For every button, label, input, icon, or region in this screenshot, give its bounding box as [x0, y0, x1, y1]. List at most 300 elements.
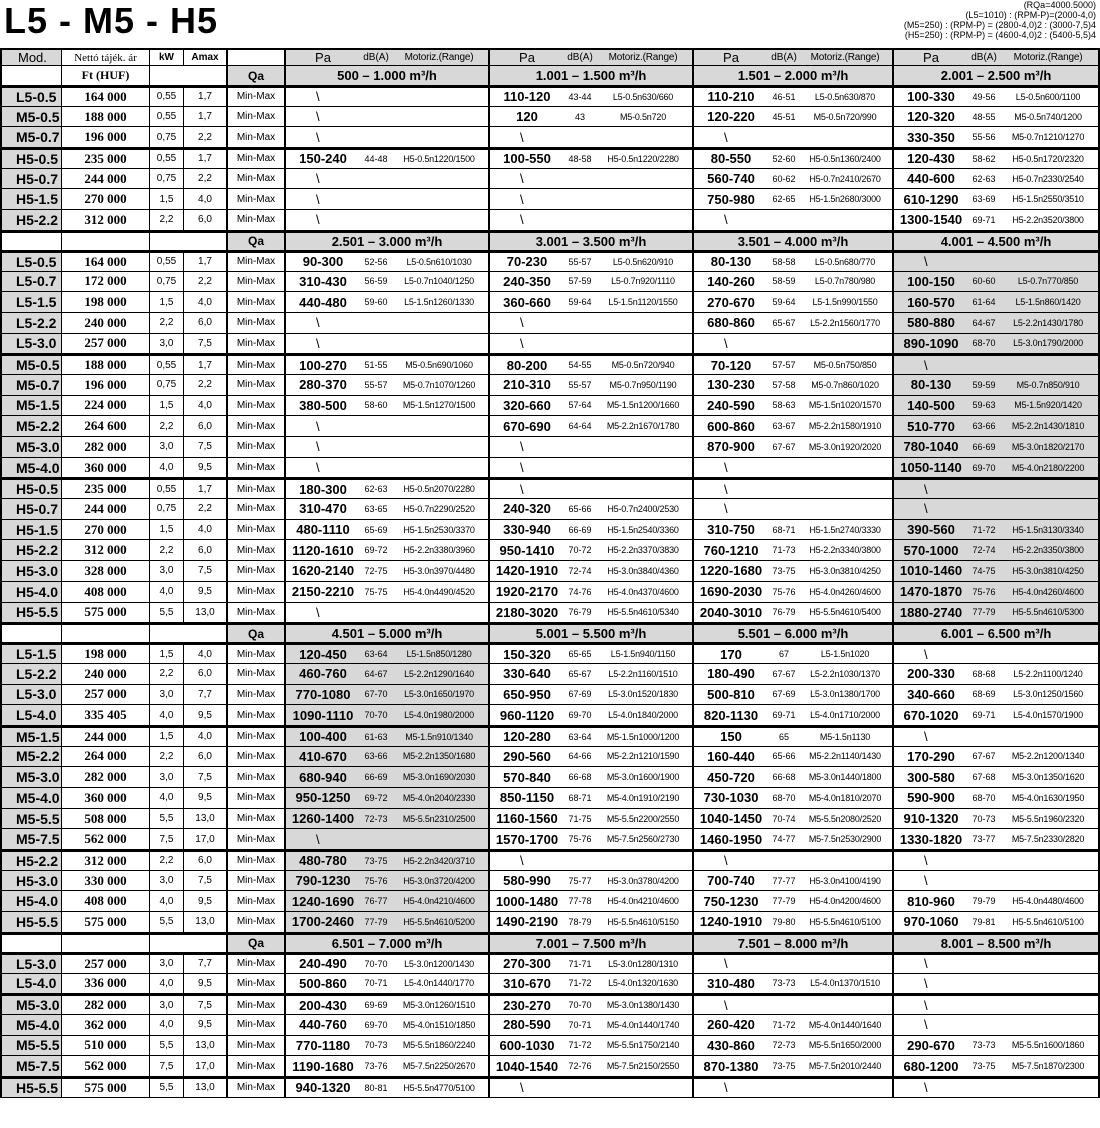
- not-available-mark: \: [724, 997, 728, 1013]
- model-name: M5-1.5: [0, 396, 62, 416]
- pressure-range: 1240-1690: [291, 893, 355, 909]
- table-body: [0, 66, 1100, 1098]
- perf-cell: [894, 728, 1100, 746]
- motor-range: H5-0.5n1220/2280: [607, 153, 679, 164]
- model-price: 198 000: [62, 292, 150, 312]
- perf-cell: [894, 1056, 1100, 1076]
- perf-cell: [286, 540, 490, 560]
- pressure-range: 570-1000: [903, 542, 959, 558]
- db-header: dB(A): [567, 52, 593, 63]
- flow-range-row: [0, 933, 1100, 953]
- noise-range: 71-75: [568, 813, 592, 824]
- pressure-range: 670-690: [503, 418, 551, 434]
- table-row: [0, 582, 1100, 603]
- perf-cell: [490, 1015, 694, 1035]
- model-price: 508 000: [62, 809, 150, 829]
- model-kw: 1,5: [150, 189, 184, 209]
- price-blank: [62, 233, 150, 250]
- motor-range: L5-4.0n1710/2000: [810, 710, 880, 721]
- pressure-range: 310-750: [707, 522, 755, 538]
- noise-range: 69-72: [364, 545, 388, 556]
- motor-range: L5-2.2n1430/1780: [1013, 317, 1083, 328]
- pressure-range: 790-1230: [295, 873, 351, 889]
- minmax-label: Min-Max: [228, 728, 286, 746]
- model-kw: 7,5: [150, 1056, 184, 1076]
- pressure-range: 1040-1540: [495, 1058, 559, 1074]
- minmax-label: Min-Max: [228, 891, 286, 911]
- not-available-mark: \: [924, 646, 928, 662]
- model-name: M5-1.5: [0, 728, 62, 746]
- model-kw: 2,2: [150, 313, 184, 333]
- perf-cell: [286, 334, 490, 354]
- noise-range: 70-70: [568, 1000, 592, 1011]
- perf-cell: [490, 210, 694, 230]
- motor-range: L5-4.0n1370/1510: [810, 978, 880, 989]
- perf-cell: [694, 974, 894, 994]
- table-row: [0, 396, 1100, 417]
- mod-header: Mod.: [0, 50, 62, 65]
- noise-range: 63-66: [364, 751, 388, 762]
- motor-range: M5-5.5n1860/2240: [402, 1040, 476, 1051]
- noise-range: 66-68: [568, 772, 592, 783]
- model-amax: 6,0: [184, 664, 228, 684]
- pressure-range: 910-1320: [903, 811, 959, 827]
- motor-range: H5-2.2n3520/3800: [1012, 214, 1084, 225]
- noise-range: 80-81: [364, 1082, 388, 1093]
- motor-range: M5-4.0n1510/1850: [402, 1019, 476, 1030]
- noise-range: 63-64: [364, 649, 388, 660]
- pressure-range: 150-320: [503, 646, 551, 662]
- price-blank: [62, 625, 150, 642]
- motor-range: H5-2.2n3340/3800: [809, 545, 881, 556]
- noise-range: 73-73: [972, 1040, 996, 1051]
- model-kw: 2,2: [150, 664, 184, 684]
- motor-range: M5-1.5n1020/1570: [808, 400, 882, 411]
- pressure-range: 2150-2210: [291, 584, 355, 600]
- perf-cell: [490, 891, 694, 911]
- noise-range: 77-79: [972, 607, 996, 618]
- model-price: 510 000: [62, 1036, 150, 1056]
- noise-range: 70-70: [364, 710, 388, 721]
- pressure-range: 210-310: [503, 377, 551, 393]
- model-kw: 0,55: [150, 88, 184, 106]
- table-row: [0, 1077, 1100, 1098]
- motor-range: H5-5.5n4610/5150: [607, 916, 679, 927]
- kw-blank: [150, 625, 184, 642]
- noise-range: 73-75: [972, 1061, 996, 1072]
- not-available-mark: \: [724, 460, 728, 476]
- table-row: [0, 540, 1100, 561]
- noise-range: 68-70: [972, 792, 996, 803]
- motor-range: H5-4.0n4260/4600: [809, 586, 881, 597]
- model-kw: 2,2: [150, 210, 184, 230]
- model-amax: 1,7: [184, 356, 228, 374]
- motor-range: M5-0.5n720: [619, 111, 667, 122]
- perf-cell: [286, 1056, 490, 1076]
- noise-range: 64-66: [568, 751, 592, 762]
- perf-cell: [694, 356, 894, 374]
- motor-range: H5-4.0n4370/4600: [607, 586, 679, 597]
- motor-range: H5-5.5n4770/5100: [403, 1082, 475, 1093]
- noise-range: 67-70: [364, 689, 388, 700]
- noise-range: 69-70: [364, 1019, 388, 1030]
- motor-range: H5-0.5n1360/2400: [809, 153, 881, 164]
- perf-cell: [694, 685, 894, 705]
- model-kw: 4,0: [150, 1015, 184, 1035]
- pressure-range: 310-480: [707, 975, 755, 991]
- model-name: L5-3.0: [0, 955, 62, 973]
- pressure-range: 480-780: [299, 853, 347, 869]
- currency-label: Ft (HUF): [62, 66, 150, 85]
- model-price: 264 000: [62, 747, 150, 767]
- noise-range: 58-58: [772, 256, 796, 267]
- pressure-range: 200-330: [907, 666, 955, 682]
- table-row: [0, 169, 1100, 190]
- perf-cell: [286, 582, 490, 602]
- motor-range: L5-0.7n770/850: [1017, 276, 1079, 287]
- model-price: 224 000: [62, 396, 150, 416]
- perf-cell: [490, 272, 694, 292]
- noise-range: 57-58: [772, 379, 796, 390]
- model-amax: 17,0: [184, 829, 228, 849]
- perf-cell: [286, 169, 490, 189]
- noise-range: 74-76: [568, 586, 592, 597]
- motor-range: L5-0.5n600/1100: [1015, 91, 1081, 102]
- perf-cell: [694, 189, 894, 209]
- motor-range: L5-1.5n850/1280: [406, 649, 472, 660]
- model-name: H5-4.0: [0, 891, 62, 911]
- noise-range: 77-77: [772, 875, 796, 886]
- pressure-range: 560-740: [707, 171, 755, 187]
- motor-range: H5-3.0n3720/4200: [403, 875, 475, 886]
- model-kw: 0,55: [150, 356, 184, 374]
- motor-range: H5-1.5n2550/3510: [1012, 194, 1084, 205]
- minmax-label: Min-Max: [228, 1079, 286, 1097]
- noise-range: 57-57: [772, 360, 796, 371]
- not-available-mark: \: [520, 1080, 524, 1096]
- flow-range: 500 – 1.000 m³/h: [286, 66, 490, 85]
- not-available-mark: \: [924, 853, 928, 869]
- model-amax: 1,7: [184, 107, 228, 127]
- perf-cell: [286, 499, 490, 519]
- model-price: 257 000: [62, 955, 150, 973]
- not-available-mark: \: [316, 89, 320, 105]
- model-name: H5-1.5: [0, 189, 62, 209]
- pressure-range: 1120-1610: [292, 542, 354, 558]
- model-kw: 4,0: [150, 458, 184, 478]
- noise-range: 69-71: [972, 710, 996, 721]
- perf-cell: [894, 480, 1100, 498]
- minmax-label: Min-Max: [228, 747, 286, 767]
- model-name: L5-1.5: [0, 645, 62, 663]
- pressure-range: 770-1080: [295, 686, 351, 702]
- perf-cell: [286, 561, 490, 581]
- perf-cell: [694, 809, 894, 829]
- noise-range: 59-64: [772, 297, 796, 308]
- flow-range: 5.501 – 6.000 m³/h: [694, 625, 894, 642]
- noise-range: 63-67: [772, 421, 796, 432]
- noise-range: 55-57: [568, 256, 592, 267]
- motor-range: L5-3.0n1250/1560: [1013, 689, 1083, 700]
- not-available-mark: \: [316, 831, 320, 847]
- pressure-range: 330-640: [503, 666, 551, 682]
- table-row: [0, 1056, 1100, 1077]
- pressure-range: 240-350: [503, 273, 551, 289]
- not-available-mark: \: [924, 1080, 928, 1096]
- perf-cell: [286, 313, 490, 333]
- model-kw: 0,55: [150, 253, 184, 271]
- motor-range: M5-1.5n920/1420: [1014, 400, 1082, 411]
- pressure-range: 820-1130: [703, 707, 759, 723]
- motor-range: M5-4.0n1630/1950: [1011, 792, 1085, 803]
- perf-cell: [286, 767, 490, 787]
- noise-range: 72-73: [772, 1040, 796, 1051]
- model-kw: 3,0: [150, 685, 184, 705]
- model-name: L5-3.0: [0, 334, 62, 354]
- model-price: 312 000: [62, 210, 150, 230]
- minmax-label: Min-Max: [228, 809, 286, 829]
- kw-blank: [150, 935, 184, 952]
- minmax-label: Min-Max: [228, 292, 286, 312]
- motor-range: M5-1.5n1270/1500: [402, 400, 476, 411]
- model-price: 408 000: [62, 582, 150, 602]
- flow-range: 3.501 – 4.000 m³/h: [694, 233, 894, 250]
- perf-cell: [286, 1079, 490, 1097]
- perf-cell: [894, 292, 1100, 312]
- pressure-range: 610-1290: [903, 191, 959, 207]
- page-title: L5 - M5 - H5: [4, 0, 219, 41]
- pressure-range: 1260-1400: [291, 811, 355, 827]
- model-price: 328 000: [62, 561, 150, 581]
- motor-range: M5-7.5n2330/2820: [1011, 834, 1085, 845]
- model-kw: 3,0: [150, 334, 184, 354]
- model-amax: 2,2: [184, 169, 228, 189]
- motor-range: M5-0.5n750/850: [813, 360, 877, 371]
- perf-cell: [286, 747, 490, 767]
- model-price: 188 000: [62, 107, 150, 127]
- flow-range-row: [0, 66, 1100, 86]
- model-price: 264 600: [62, 416, 150, 436]
- model-kw: 4,0: [150, 891, 184, 911]
- model-price: 282 000: [62, 996, 150, 1014]
- noise-range: 76-79: [568, 607, 592, 618]
- noise-range: 71-72: [972, 524, 996, 535]
- motor-range: M5-3.0n1440/1800: [808, 772, 882, 783]
- perf-cell: [490, 292, 694, 312]
- noise-range: 72-74: [972, 545, 996, 556]
- perf-cell: [490, 974, 694, 994]
- perf-cell: [490, 1079, 694, 1097]
- not-available-mark: \: [520, 460, 524, 476]
- pressure-range: 440-760: [299, 1017, 347, 1033]
- perf-cell: [894, 996, 1100, 1014]
- motor-range: L5-0.5n620/910: [612, 256, 674, 267]
- perf-cell: [694, 871, 894, 891]
- amax-blank: [184, 935, 228, 952]
- motor-range: L5-2.2n1030/1370: [810, 668, 880, 679]
- perf-cell: [286, 809, 490, 829]
- model-amax: 7,5: [184, 437, 228, 457]
- mod-blank: [0, 935, 62, 952]
- motor-range: H5-0.7n2290/2520: [403, 503, 475, 514]
- noise-range: 67-69: [772, 689, 796, 700]
- not-available-mark: \: [924, 873, 928, 889]
- minmax-label: Min-Max: [228, 1036, 286, 1056]
- pressure-range: 170-290: [907, 748, 955, 764]
- perf-cell: [894, 396, 1100, 416]
- pressure-range: 120-280: [503, 729, 551, 745]
- motor-range: H5-4.0n4480/4600: [1012, 896, 1084, 907]
- motor-range: H5-3.0n3840/4360: [607, 565, 679, 576]
- model-name: M5-3.0: [0, 767, 62, 787]
- model-kw: 1,5: [150, 728, 184, 746]
- model-name: L5-0.7: [0, 272, 62, 292]
- pressure-range: 1700-2460: [291, 914, 355, 930]
- motor-range: H5-1.5n2530/3370: [403, 524, 475, 535]
- perf-cell: [694, 313, 894, 333]
- perf-cell: [694, 1079, 894, 1097]
- not-available-mark: \: [924, 1017, 928, 1033]
- pressure-range: 280-370: [299, 377, 347, 393]
- minmax-label: Min-Max: [228, 645, 286, 663]
- model-kw: 5,5: [150, 1079, 184, 1097]
- noise-range: 71-71: [568, 958, 592, 969]
- noise-range: 70-73: [972, 813, 996, 824]
- not-available-mark: \: [316, 315, 320, 331]
- model-price: 196 000: [62, 375, 150, 395]
- motor-range: L5-1.5n1020: [820, 649, 870, 660]
- minmax-label: Min-Max: [228, 603, 286, 623]
- model-amax: 1,7: [184, 480, 228, 498]
- table-row: [0, 86, 1100, 107]
- model-name: M5-0.7: [0, 127, 62, 147]
- perf-cell: [490, 645, 694, 663]
- table-row: [0, 107, 1100, 128]
- model-price: 240 000: [62, 313, 150, 333]
- model-name: M5-7.5: [0, 1056, 62, 1076]
- model-amax: 1,7: [184, 88, 228, 106]
- noise-range: 79-81: [972, 916, 996, 927]
- motor-header: Motoriz.(Range): [404, 52, 474, 63]
- perf-cell: [894, 788, 1100, 808]
- table-row: [0, 726, 1100, 747]
- motor-range: L5-3.0n1790/2000: [1013, 338, 1083, 349]
- perf-cell: [490, 829, 694, 849]
- motor-range: M5-0.7n1210/1270: [1011, 132, 1085, 143]
- perf-cell: [286, 788, 490, 808]
- model-amax: 2,2: [184, 375, 228, 395]
- motor-range: H5-5.5n4610/5400: [809, 607, 881, 618]
- perf-cell: [694, 829, 894, 849]
- table-row: [0, 251, 1100, 272]
- model-price: 575 000: [62, 1079, 150, 1097]
- not-available-mark: \: [520, 335, 524, 351]
- pressure-range: 450-720: [707, 769, 755, 785]
- not-available-mark: \: [924, 729, 928, 745]
- model-name: H5-0.5: [0, 480, 62, 498]
- perf-cell: [694, 788, 894, 808]
- minmax-label: Min-Max: [228, 1015, 286, 1035]
- noise-range: 58-63: [772, 400, 796, 411]
- perf-cell: [894, 520, 1100, 540]
- motor-range: M5-7.5n2560/2730: [606, 834, 680, 845]
- pressure-range: 1920-2170: [495, 584, 559, 600]
- pressure-range: 120: [516, 109, 538, 125]
- noise-range: 70-73: [364, 1040, 388, 1051]
- model-price: 360 000: [62, 458, 150, 478]
- noise-range: 55-56: [972, 132, 996, 143]
- flow-range: 6.501 – 7.000 m³/h: [286, 935, 490, 952]
- not-available-mark: \: [924, 481, 928, 497]
- table-row: [0, 375, 1100, 396]
- minmax-label: Min-Max: [228, 852, 286, 870]
- pressure-range: 270-300: [503, 956, 551, 972]
- perf-cell: [894, 313, 1100, 333]
- perf-cell: [694, 437, 894, 457]
- noise-range: 75-76: [364, 875, 388, 886]
- pressure-range: 240-590: [707, 397, 755, 413]
- model-kw: 2,2: [150, 416, 184, 436]
- noise-range: 62-65: [772, 194, 796, 205]
- flow-range: 4.001 – 4.500 m³/h: [894, 233, 1100, 250]
- perf-cell: [894, 540, 1100, 560]
- not-available-mark: \: [520, 212, 524, 228]
- perf-cell: [286, 520, 490, 540]
- table-row: [0, 437, 1100, 458]
- motor-range: L5-1.5n940/1150: [610, 649, 676, 660]
- pressure-range: 80-130: [710, 254, 752, 270]
- motor-range: M5-4.0n2040/2330: [402, 792, 476, 803]
- model-price: 257 000: [62, 685, 150, 705]
- perf-cell: [490, 705, 694, 725]
- table-row: [0, 313, 1100, 334]
- perf-cell: [694, 747, 894, 767]
- motor-range: L5-4.0n1320/1630: [608, 978, 678, 989]
- noise-range: 71-73: [772, 545, 796, 556]
- perf-cell: [490, 253, 694, 271]
- perf-cell: [894, 891, 1100, 911]
- model-name: L5-0.5: [0, 253, 62, 271]
- model-price: 244 000: [62, 499, 150, 519]
- noise-range: 63-66: [972, 421, 996, 432]
- perf-cell: [894, 334, 1100, 354]
- perf-cell: [894, 685, 1100, 705]
- perf-cell: [894, 955, 1100, 973]
- table-row: [0, 603, 1100, 624]
- motor-range: H5-3.0n3970/4480: [403, 565, 475, 576]
- not-available-mark: \: [924, 975, 928, 991]
- note-line: (L5=1010) : (RPM-P)=(2000-4,0): [965, 10, 1096, 20]
- motor-range: M5-4.0n2180/2200: [1011, 462, 1085, 473]
- minmax-label: Min-Max: [228, 996, 286, 1014]
- motor-range: M5-4.0n1810/2070: [808, 792, 882, 803]
- model-amax: 2,2: [184, 499, 228, 519]
- pressure-range: 730-1030: [703, 790, 759, 806]
- motor-range: M5-3.0n1380/1430: [606, 1000, 680, 1011]
- pressure-range: 90-300: [302, 254, 344, 270]
- motor-range: H5-0.5n1220/1500: [403, 153, 475, 164]
- noise-range: 73-75: [364, 855, 388, 866]
- noise-range: 46-51: [772, 91, 796, 102]
- motor-range: H5-0.7n2410/2670: [809, 173, 881, 184]
- perf-cell: [694, 520, 894, 540]
- minmax-label: Min-Max: [228, 1056, 286, 1076]
- model-amax: 2,2: [184, 127, 228, 147]
- pressure-range: 130-230: [707, 377, 755, 393]
- perf-cell: [894, 458, 1100, 478]
- perf-cell: [694, 127, 894, 147]
- perf-cell: [490, 458, 694, 478]
